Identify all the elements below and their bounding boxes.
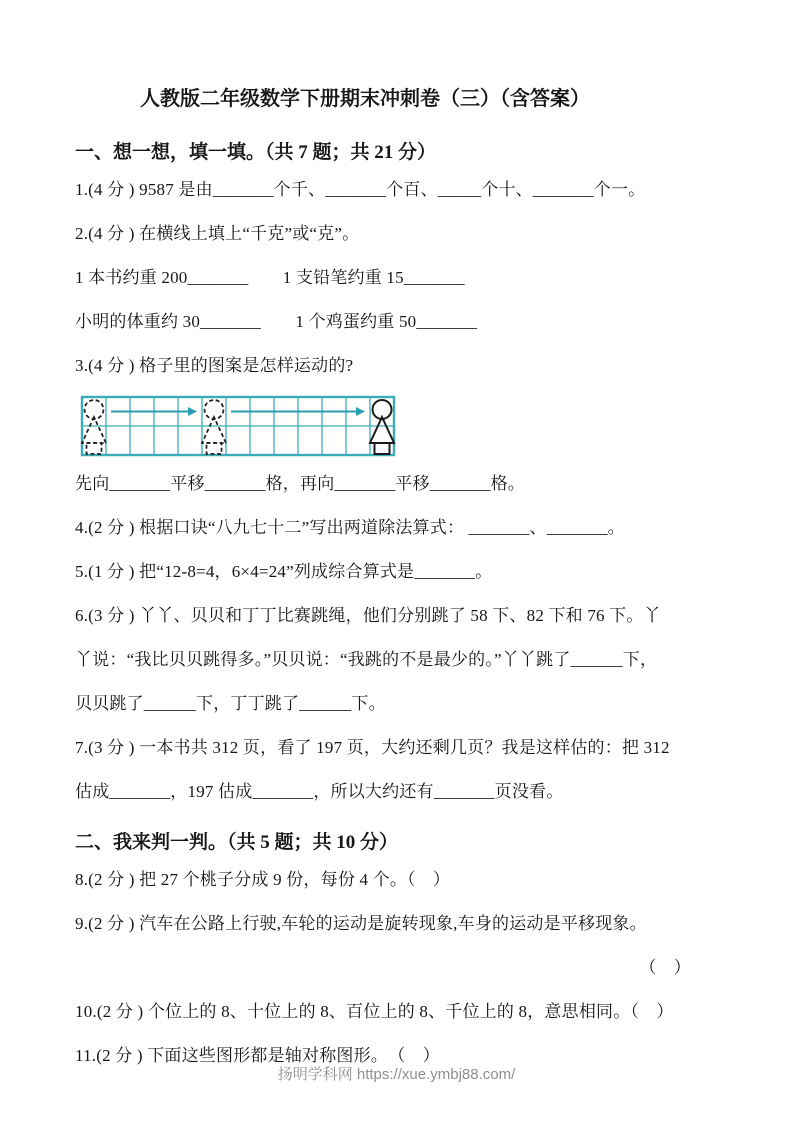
figure-base-square (207, 443, 222, 454)
question-5: 5.(1 分 ) 把“12-8=4，6×4=24”列成综合算式是_______。 (75, 562, 493, 581)
question-6-line-3: 贝贝跳了______下，丁丁跳了______下。 (75, 694, 386, 713)
question-6-line-1: 6.(3 分 ) 丫丫、贝贝和丁丁比赛跳绳，他们分别跳了 58 下、82 下和 76 下。丫 (75, 606, 661, 625)
figure-base-square (87, 443, 102, 454)
question-6-line-2: 丫说：“我比贝贝跳得多。”贝贝说：“我跳的不是最少的。”丫丫跳了______下， (75, 650, 658, 669)
translation-grid-svg (79, 394, 397, 458)
question-3: 3.(4 分 ) 格子里的图案是怎样运动的? (75, 356, 354, 375)
question-7-line-2: 估成_______，197 估成_______，所以大约还有_______页没看。 (75, 782, 564, 801)
section1-heading: 一、想一想，填一填。（共 7 题；共 21 分） (75, 142, 437, 163)
figure-body-triangle (202, 417, 226, 443)
question-2: 2.(4 分 ) 在横线上填上“千克”或“克”。 (75, 224, 360, 243)
question-2-item-row-2: 小明的体重约 30_______ 1 个鸡蛋约重 50_______ (75, 312, 478, 331)
question-7-line-1: 7.(3 分 ) 一本书共 312 页，看了 197 页，大约还剩几页？我是这样估的：把 312 (75, 738, 670, 757)
question-3-answer-line: 先向_______平移_______格，再向_______平移_______格。 (75, 474, 525, 493)
question-10: 10.(2 分 ) 个位上的 8、十位上的 8、百位上的 8、千位上的 8，意思相同。（ ） (75, 1002, 674, 1021)
question-2-item-row-1: 1 本书约重 200_______ 1 支铅笔约重 15_______ (75, 268, 465, 287)
question-9-answer-brackets: （ ） (639, 958, 691, 977)
figure-base-square (375, 443, 390, 454)
question-9-line-1: 9.(2 分 ) 汽车在公路上行驶,车轮的运动是旋转现象,车身的运动是平移现象。 (75, 914, 647, 933)
figure-body-triangle (370, 417, 394, 443)
page-title: 人教版二年级数学下册期末冲刺卷（三）（含答案） (140, 88, 590, 110)
question-4: 4.(2 分 ) 根据口诀“八九七十二”写出两道除法算式： _______、_______。 (75, 518, 625, 537)
figure-body-triangle (82, 417, 106, 443)
watermark-site-link: 扬明学科网 https://xue.ymbj88.com/ (277, 1066, 516, 1083)
translation-grid-figure (79, 394, 727, 458)
question-11: 11.(2 分 ) 下面这些图形都是轴对称图形。 （ ） (75, 1046, 440, 1065)
question-8: 8.(2 分 ) 把 27 个桃子分成 9 份，每份 4 个。（ ） (75, 870, 451, 889)
section2-heading: 二、我来判一判。（共 5 题；共 10 分） (75, 832, 399, 853)
question-1: 1.(4 分 ) 9587 是由_______个千、_______个百、_____个十、_______个一。 (75, 180, 646, 199)
